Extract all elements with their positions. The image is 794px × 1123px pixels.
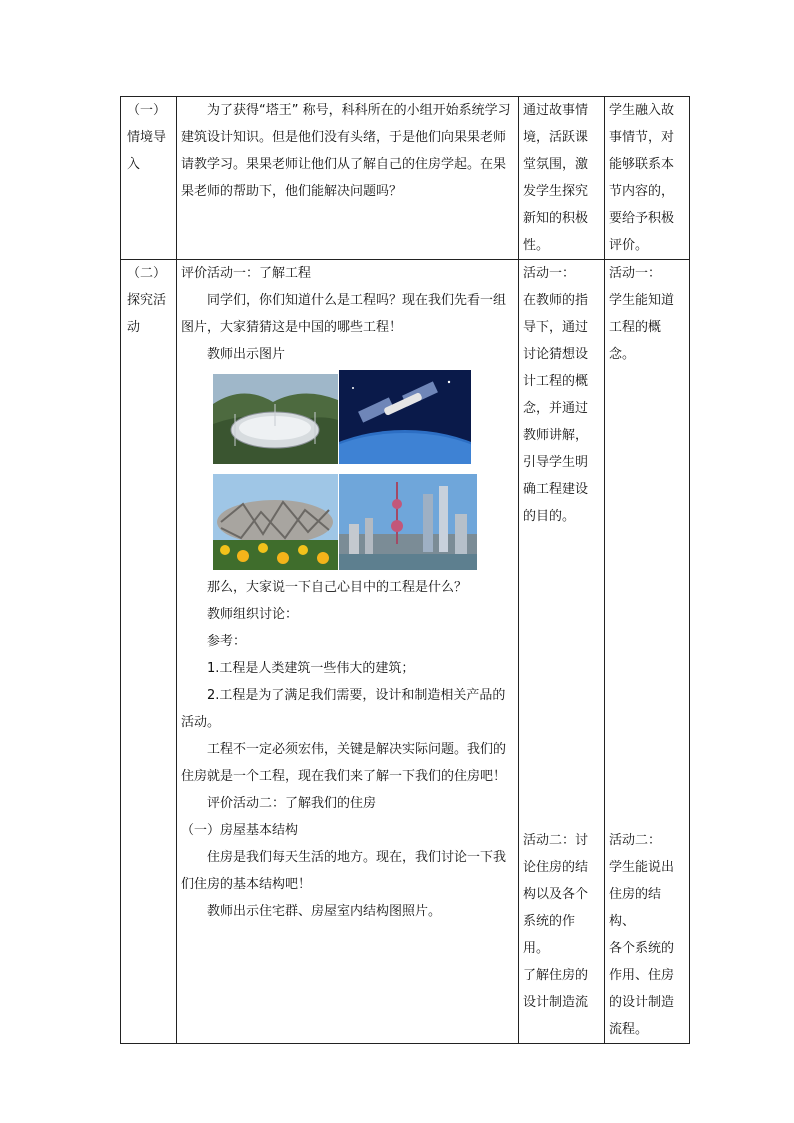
- evaluation-line: 学生融入故: [609, 103, 675, 118]
- paragraph: 教师出示住宅群、房屋室内结构图照片。: [207, 904, 442, 919]
- stage-cell: [121, 97, 177, 260]
- paragraph: 参考：: [207, 634, 247, 649]
- evaluation-line: 的设计制造: [609, 995, 675, 1010]
- section-heading: （一）房屋基本结构: [181, 823, 299, 838]
- spacer: [609, 368, 685, 827]
- reference-item: 2.工程是为了满足我们需要，设计和制造相关产品的活动。: [181, 688, 506, 730]
- evaluation-cell: [605, 97, 690, 260]
- evaluation-line: 住房的结构、: [609, 887, 662, 929]
- activity-title: 评价活动二：了解我们的住房: [207, 796, 377, 811]
- paragraph: 同学们，你们知道什么是工程吗？现在我们先看一组图片，大家猜猜这是中国的哪些工程！: [181, 293, 507, 335]
- intent-line: 活动二：讨: [523, 833, 589, 848]
- intent-line: 讨论猜想设: [523, 347, 589, 362]
- evaluation-line: 学生能知道: [609, 293, 675, 308]
- evaluation-line: 要给予积极: [609, 211, 675, 226]
- paragraph: 那么，大家说一下自己心目中的工程是什么？: [207, 580, 468, 595]
- shanghai-skyline-photo: [339, 474, 477, 570]
- intent-cell: [519, 97, 605, 260]
- table-row: [121, 97, 690, 260]
- content-cell: [177, 260, 519, 1044]
- intent-line: 教师讲解，: [523, 428, 589, 443]
- evaluation-line: 各个系统的: [609, 941, 675, 956]
- evaluation-line: 工程的概念。: [609, 320, 662, 362]
- intro-paragraph: 为了获得“塔王” 称号，科科所在的小组开始系统学习建筑设计知识。但是他们没有头绪，于是他们向果果老师请教学习。果果老师让他们从了解自己的住房学起。在果果老师的帮助下，他们能解决问题吗？: [181, 103, 511, 199]
- intent-line: 发学生探究: [523, 184, 589, 199]
- paragraph: 教师组织讨论：: [207, 607, 299, 622]
- intent-line: 导下，通过: [523, 320, 589, 335]
- table-row: [121, 260, 690, 1044]
- evaluation-line: 能够联系本: [609, 157, 675, 172]
- radio-telescope-photo: [213, 374, 338, 464]
- content-cell: [177, 97, 519, 260]
- paragraph: 工程不一定必须宏伟，关键是解决实际问题。我们的住房就是一个工程，现在我们来了解一下我们的住房吧！: [181, 742, 507, 784]
- evaluation-line: 评价。: [609, 238, 649, 253]
- engineering-photo-grid: [181, 370, 514, 570]
- lesson-plan-table: [120, 96, 690, 1044]
- intent-cell: [519, 260, 605, 1044]
- evaluation-line: 节内容的，: [609, 184, 675, 199]
- intent-line: 性。: [523, 238, 550, 253]
- intent-line: 计工程的概: [523, 374, 589, 389]
- evaluation-line: 活动一：: [609, 266, 662, 281]
- evaluation-line: 流程。: [609, 1022, 649, 1037]
- evaluation-line: 活动二：: [609, 833, 662, 848]
- intent-line: 通过故事情: [523, 103, 589, 118]
- intent-line: 活动一：: [523, 266, 576, 281]
- intent-line: 新知的积极: [523, 211, 589, 226]
- intent-line: 念，并通过: [523, 401, 589, 416]
- evaluation-line: 作用、住房: [609, 968, 675, 983]
- evaluation-cell: [605, 260, 690, 1044]
- stage-number: （二）: [127, 266, 167, 281]
- intent-line: 系统的作用。: [523, 914, 576, 956]
- birds-nest-stadium-photo: [213, 474, 338, 570]
- intent-line: 构以及各个: [523, 887, 589, 902]
- stage-label: 探究活: [127, 293, 167, 308]
- reference-item: 1.工程是人类建筑一些伟大的建筑；: [207, 661, 415, 676]
- intent-line: 在教师的指: [523, 293, 589, 308]
- intent-line: 的目的。: [523, 509, 576, 524]
- intent-line: 堂氛围，激: [523, 157, 589, 172]
- intent-line: 境，活跃课: [523, 130, 589, 145]
- intent-line: 论住房的结: [523, 860, 589, 875]
- space-station-photo: [339, 370, 471, 464]
- paragraph: 教师出示图片: [207, 347, 286, 362]
- stage-label: 动: [127, 320, 141, 335]
- activity-title: 评价活动一：了解工程: [181, 266, 312, 281]
- stage-number: （一）: [127, 103, 167, 118]
- stage-label: 情境导: [127, 130, 167, 145]
- intent-line: 了解住房的: [523, 968, 589, 983]
- evaluation-line: 学生能说出: [609, 860, 675, 875]
- evaluation-line: 事情节，对: [609, 130, 675, 145]
- intent-line: 引导学生明: [523, 455, 589, 470]
- stage-label: 入: [127, 157, 141, 172]
- stage-cell: [121, 260, 177, 1044]
- intent-line: 确工程建设: [523, 482, 589, 497]
- intent-line: 设计制造流: [523, 995, 589, 1010]
- spacer: [523, 530, 600, 827]
- paragraph: 住房是我们每天生活的地方。现在，我们讨论一下我们住房的基本结构吧！: [181, 850, 507, 892]
